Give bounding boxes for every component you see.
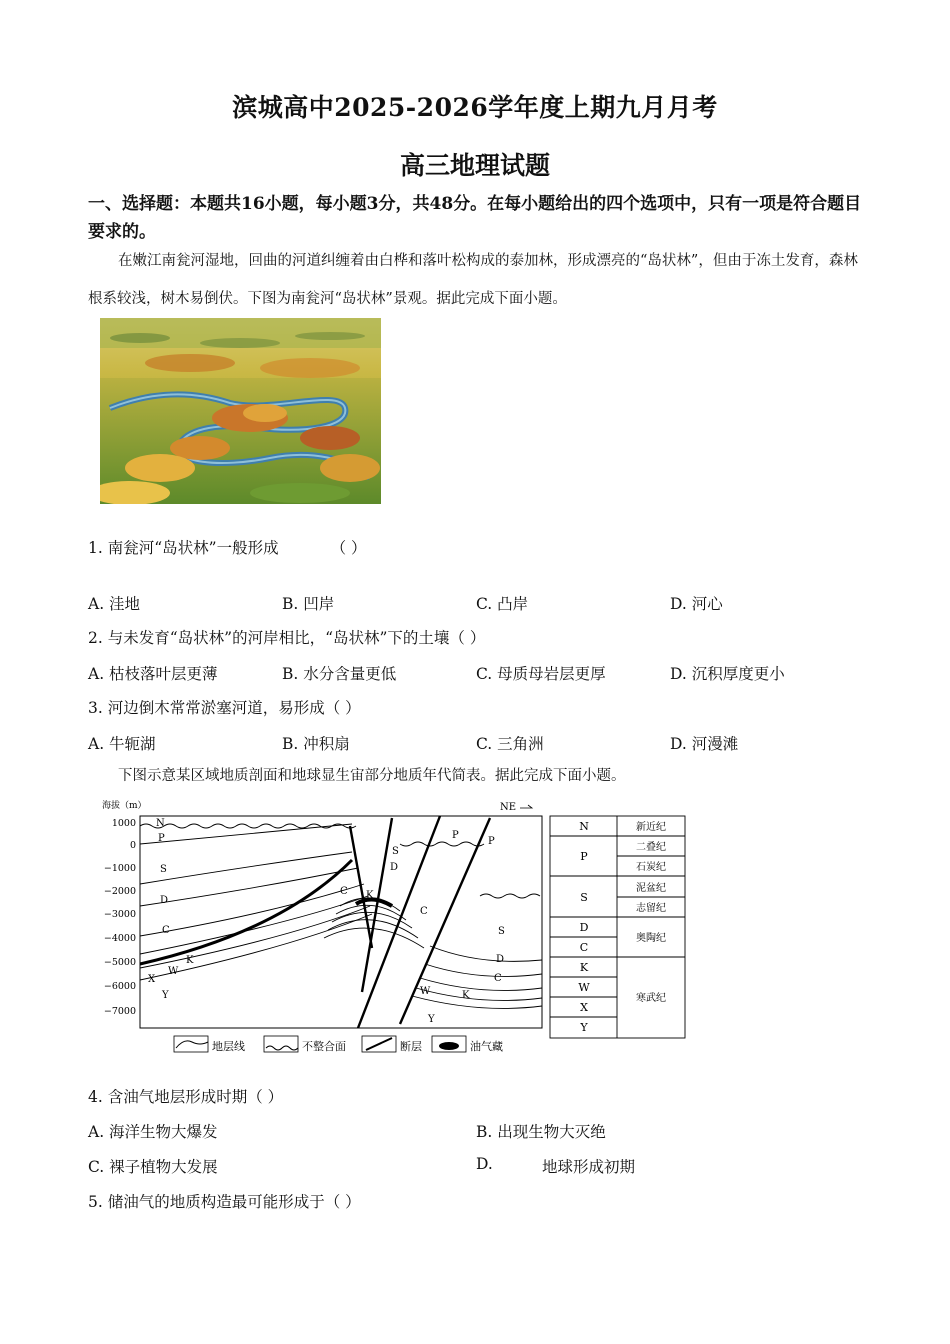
exam-subtitle: 高三地理试题 bbox=[399, 151, 550, 180]
svg-text:S: S bbox=[160, 864, 167, 875]
table-code: D bbox=[579, 921, 589, 934]
y-tick: 1000 bbox=[111, 818, 136, 829]
legend bbox=[174, 1036, 503, 1053]
svg-text:X: X bbox=[148, 974, 156, 985]
svg-text:Y: Y bbox=[428, 1014, 435, 1025]
svg-text:P: P bbox=[158, 833, 165, 844]
q1-option-d[interactable]: D. 河心 bbox=[670, 595, 723, 613]
table-code: K bbox=[579, 961, 589, 974]
q2-option-b[interactable]: B. 水分含量更低 bbox=[282, 665, 397, 683]
y-tick: −3000 bbox=[103, 909, 136, 920]
passage-1: 在嫩江南瓮河湿地，回曲的河道纠缠着由白桦和落叶松构成的泰加林，形成漂亮的“岛状林”，但由于冻土发育，森林根系较浅，树木易倒伏。下图为南瓮河“岛状林”景观。据此完成下面小题。 bbox=[88, 253, 858, 307]
oil-reservoir bbox=[356, 899, 392, 906]
table-period: 泥盆纪 bbox=[636, 883, 666, 894]
svg-text:W: W bbox=[420, 986, 431, 997]
svg-text:D: D bbox=[390, 862, 399, 873]
y-tick: −2000 bbox=[103, 886, 136, 897]
svg-text:D: D bbox=[496, 954, 505, 965]
y-tick: −1000 bbox=[103, 863, 136, 874]
svg-text:D: D bbox=[160, 895, 169, 906]
unconformity-line bbox=[140, 824, 356, 828]
svg-text:K: K bbox=[186, 955, 194, 966]
y-tick: −5000 bbox=[103, 957, 136, 968]
y-tick: −7000 bbox=[103, 1006, 136, 1017]
table-period: 志留纪 bbox=[636, 903, 666, 914]
q4-option-d-text[interactable]: 地球形成初期 bbox=[542, 1158, 636, 1176]
y-axis-label: 海拔（m） bbox=[102, 801, 147, 811]
exam-title: 滨城高中2025-2026学年度上期九月月考 bbox=[232, 93, 718, 122]
q4-option-b[interactable]: B. 出现生物大灭绝 bbox=[476, 1123, 606, 1141]
direction-label: NE bbox=[500, 802, 517, 813]
svg-text:Y: Y bbox=[162, 990, 169, 1001]
y-tick: −6000 bbox=[103, 981, 136, 992]
table-period: 寒武纪 bbox=[636, 993, 666, 1004]
geology-figure bbox=[100, 796, 700, 1058]
passage-2: 下图示意某区域地质剖面和地球显生宙部分地质年代简表。据此完成下面小题。 bbox=[118, 768, 626, 784]
svg-text:K: K bbox=[366, 890, 374, 901]
table-period: 二叠纪 bbox=[636, 842, 666, 853]
q3-option-b[interactable]: B. 冲积扇 bbox=[282, 735, 350, 753]
svg-text:S: S bbox=[392, 846, 399, 857]
legend-oil-reservoir: 油气藏 bbox=[470, 1040, 503, 1053]
svg-text:S: S bbox=[498, 926, 505, 937]
q3-option-a[interactable]: A. 牛轭湖 bbox=[88, 735, 156, 753]
svg-text:P: P bbox=[488, 836, 495, 847]
q4-option-c[interactable]: C. 裸子植物大发展 bbox=[88, 1158, 218, 1176]
q3-option-d[interactable]: D. 河漫滩 bbox=[670, 735, 739, 753]
island-forest-photo bbox=[100, 318, 381, 504]
question-1-stem: 1. 南瓮河“岛状林”一般形成 bbox=[88, 539, 279, 557]
table-period: 新近纪 bbox=[636, 822, 666, 833]
svg-text:N: N bbox=[156, 818, 165, 829]
y-ticks bbox=[104, 818, 136, 1017]
q2-option-d[interactable]: D. 沉积厚度更小 bbox=[670, 665, 785, 683]
section-heading: 一、选择题：本题共16小题，每小题3分，共48分。在每小题给出的四个选项中，只有一项是符合题目要求的。 bbox=[88, 194, 862, 242]
svg-text:W: W bbox=[168, 966, 179, 977]
table-code: S bbox=[580, 891, 588, 904]
svg-text:C: C bbox=[494, 973, 502, 984]
svg-text:C: C bbox=[162, 925, 170, 936]
table-code: P bbox=[580, 850, 588, 863]
question-4: 4. 含油气地层形成时期（ ） bbox=[88, 1088, 284, 1106]
svg-text:K: K bbox=[462, 990, 470, 1001]
q2-option-c[interactable]: C. 母质母岩层更厚 bbox=[476, 665, 606, 683]
table-code: N bbox=[579, 820, 589, 833]
legend-stratum-line: 地层线 bbox=[212, 1040, 245, 1053]
q4-option-d-letter[interactable]: D. bbox=[476, 1155, 493, 1173]
legend-unconformity: 不整合面 bbox=[302, 1040, 346, 1053]
table-period: 奥陶纪 bbox=[636, 933, 666, 944]
table-code: C bbox=[579, 941, 589, 954]
q4-option-a[interactable]: A. 海洋生物大爆发 bbox=[88, 1123, 218, 1141]
answer-blank: （ ） bbox=[330, 539, 367, 557]
q1-option-c[interactable]: C. 凸岸 bbox=[476, 595, 529, 613]
table-period: 石炭纪 bbox=[636, 862, 666, 873]
svg-text:C: C bbox=[340, 886, 348, 897]
question-1 bbox=[88, 536, 367, 558]
table-code: Y bbox=[580, 1021, 588, 1034]
table-code: W bbox=[578, 981, 590, 994]
section-frame bbox=[140, 816, 542, 1028]
question-3: 3. 河边倒木常常淤塞河道，易形成（ ） bbox=[88, 699, 361, 717]
q1-option-a[interactable]: A. 洼地 bbox=[88, 595, 141, 613]
svg-text:P: P bbox=[452, 830, 459, 841]
y-tick: −4000 bbox=[103, 933, 136, 944]
right-strata bbox=[412, 946, 542, 1008]
y-tick: 0 bbox=[129, 840, 136, 851]
q3-option-c[interactable]: C. 三角洲 bbox=[476, 735, 544, 753]
table-code: X bbox=[580, 1001, 588, 1014]
q2-option-a[interactable]: A. 枯枝落叶层更薄 bbox=[88, 665, 218, 683]
q1-option-b[interactable]: B. 凹岸 bbox=[282, 595, 335, 613]
question-5: 5. 储油气的地质构造最可能形成于（ ） bbox=[88, 1193, 361, 1211]
svg-text:C: C bbox=[420, 906, 428, 917]
question-2: 2. 与未发育“岛状林”的河岸相比，“岛状林”下的土壤（ ） bbox=[88, 629, 486, 647]
legend-fault: 断层 bbox=[400, 1040, 422, 1053]
